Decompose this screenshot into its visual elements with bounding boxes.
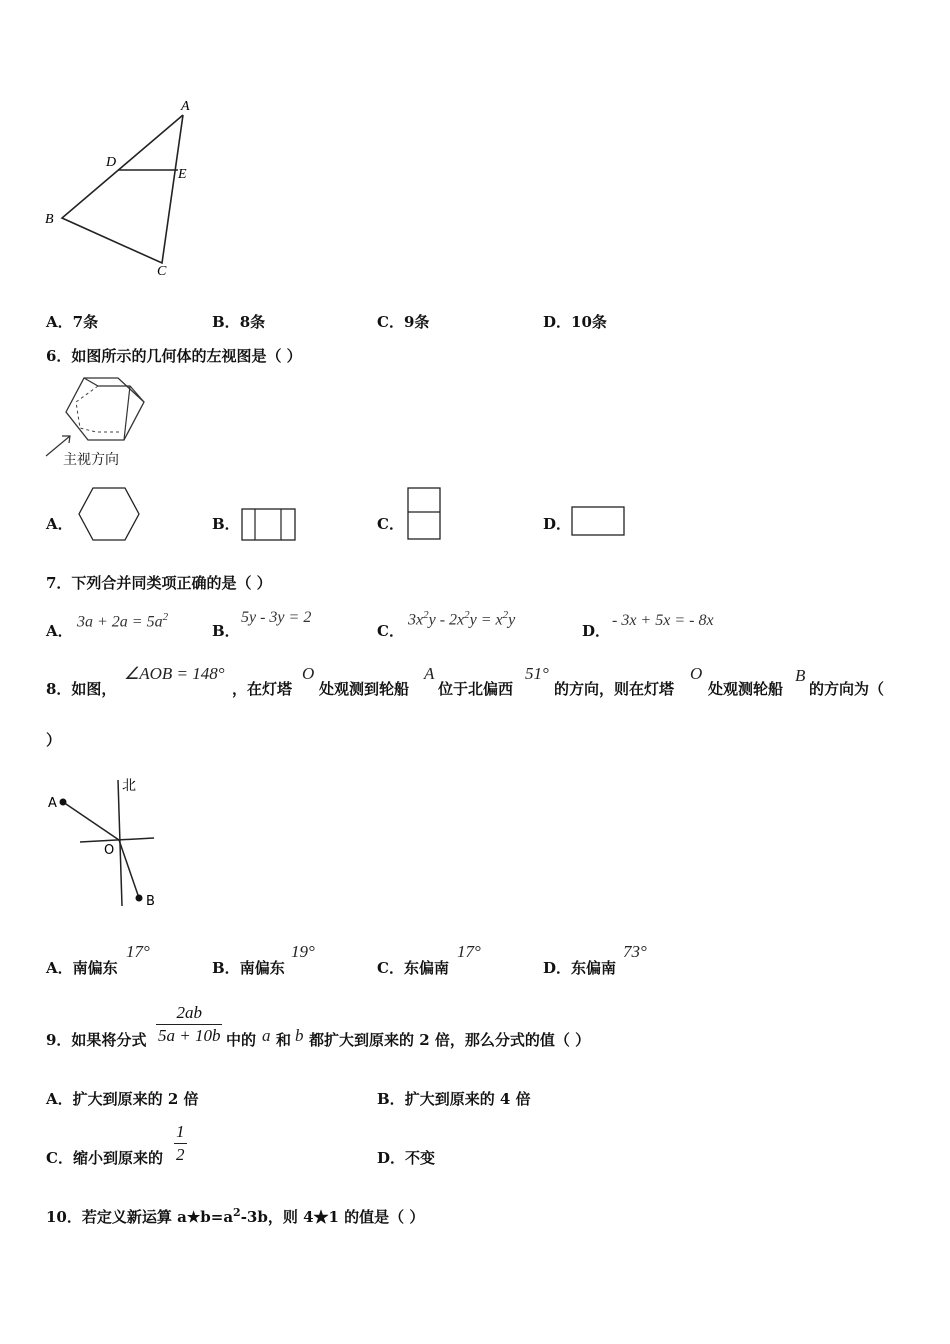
point-b-label: B [146,894,155,909]
q7-stem: 7．下列合并同类项正确的是（ ） [46,574,272,592]
triangle-outline [62,115,183,263]
q8-option-d-angle: 73° [623,942,647,961]
q6-option-d-label[interactable]: D． [543,515,572,533]
q6-option-a-label[interactable]: A． [46,515,73,533]
point-o-label: O [104,843,115,858]
q7-option-d-math: - 3x + 5x = - 8x [612,612,714,629]
q10-stem: 10．若定义新运算 $a★b=a^2-3b$，则 4★1 的值是（ ） [46,1206,425,1226]
q8-option-b-angle: 19° [291,942,315,961]
q7-option-d-label[interactable]: D． [582,622,611,640]
q8-angle-aob: ∠AOB = 148° [124,664,225,683]
hexagon-shape[interactable] [77,486,141,542]
q9-option-c-denominator: 2 [176,1145,185,1164]
q8-option-c-angle: 17° [457,942,481,961]
q5-option-d[interactable]: D．10条 [543,313,607,331]
q9-option-a[interactable]: A．扩大到原来的 2 倍 [46,1090,199,1108]
q8-option-c[interactable]: C．东偏南 [377,959,449,977]
q9-fraction-denominator: 5a + 10b [158,1026,221,1045]
q8-stem-start: 8．如图， [46,680,117,698]
q8-stem-part7: 的方向为（ [809,680,885,698]
q7-option-a-math: $3a + 2a = 5a^2$ [77,611,169,631]
q9-stem-mid1: 中的 [226,1031,257,1049]
q7-option-c-math: $3x^2y - 2x^2y = x^2y$ [408,609,516,629]
q9-var-b: b [295,1026,304,1045]
q8-stem-part3: 处观测到轮船 [319,680,410,698]
q5-option-c[interactable]: C．9条 [377,313,430,331]
three-panel-rectangle[interactable] [241,508,297,542]
q9-option-c-fraction [174,1121,187,1166]
q8-point-a: A [424,664,435,683]
point-a-dot [60,799,67,806]
vertex-d-label: D [106,155,117,170]
q9-stem-prefix: 9．如果将分式 [46,1031,147,1049]
q5-option-a[interactable]: A．7条 [46,313,99,331]
q9-stem-mid2: 和 [276,1031,292,1049]
q8-stem-part2: ，在灯塔 [232,680,293,698]
q9-fraction-numerator: 2ab [156,1002,222,1025]
q7-option-a-label[interactable]: A． [46,622,73,640]
ray-oa [63,802,119,840]
q8-angle-51: 51° [525,664,549,683]
q9-stem-suffix: 都扩大到原来的 2 倍，那么分式的值（ ） [309,1031,591,1049]
q8-option-a-angle: 17° [126,942,150,961]
triangle-figure [40,95,210,285]
vertex-a-label: A [181,99,190,114]
q7-option-c-label[interactable]: C． [377,622,404,640]
vertex-e-label: E [178,167,187,182]
q8-option-b[interactable]: B．南偏东 [212,959,285,977]
q9-option-b[interactable]: B．扩大到原来的 4 倍 [377,1090,531,1108]
q8-point-o-2: O [690,664,703,683]
vertex-c-label: C [157,264,167,279]
q8-option-a[interactable]: A．南偏东 [46,959,118,977]
single-rectangle[interactable] [571,506,627,538]
q8-point-o: O [302,664,315,683]
q6-stem: 6．如图所示的几何体的左视图是（ ） [46,347,302,365]
q9-option-d[interactable]: D．不变 [377,1149,436,1167]
q5-option-b[interactable]: B．8条 [212,313,266,331]
q6-option-b-label[interactable]: B． [212,515,240,533]
point-a-label: A [48,796,57,811]
q6-option-c-label[interactable]: C． [377,515,404,533]
q9-option-c[interactable]: C．缩小到原来的 [46,1149,163,1167]
q8-stem-end: ） [46,731,62,749]
north-label: 北 [122,778,136,794]
q8-stem-part4: 位于北偏西 [438,680,514,698]
q8-stem-part5: 的方向，则在灯塔 [554,680,675,698]
q9-option-c-numerator: 1 [174,1121,187,1144]
stacked-rectangle[interactable] [407,487,443,542]
q8-point-b: B [795,666,806,685]
compass-figure [40,770,170,915]
q7-option-b-label[interactable]: B． [212,622,240,640]
q8-stem-part6: 处观测轮船 [708,680,784,698]
prism-hidden-edges [76,386,120,432]
vertex-b-label: B [45,212,54,227]
point-b-dot [136,895,143,902]
q7-option-b-math: 5y - 3y = 2 [241,609,312,626]
q9-var-a: a [262,1026,271,1045]
view-direction-caption: 主视方向 [63,452,119,468]
q8-option-d[interactable]: D．东偏南 [543,959,617,977]
prism-side-edge [124,386,130,440]
q9-fraction [156,1002,222,1047]
prism-front-face [66,378,144,440]
